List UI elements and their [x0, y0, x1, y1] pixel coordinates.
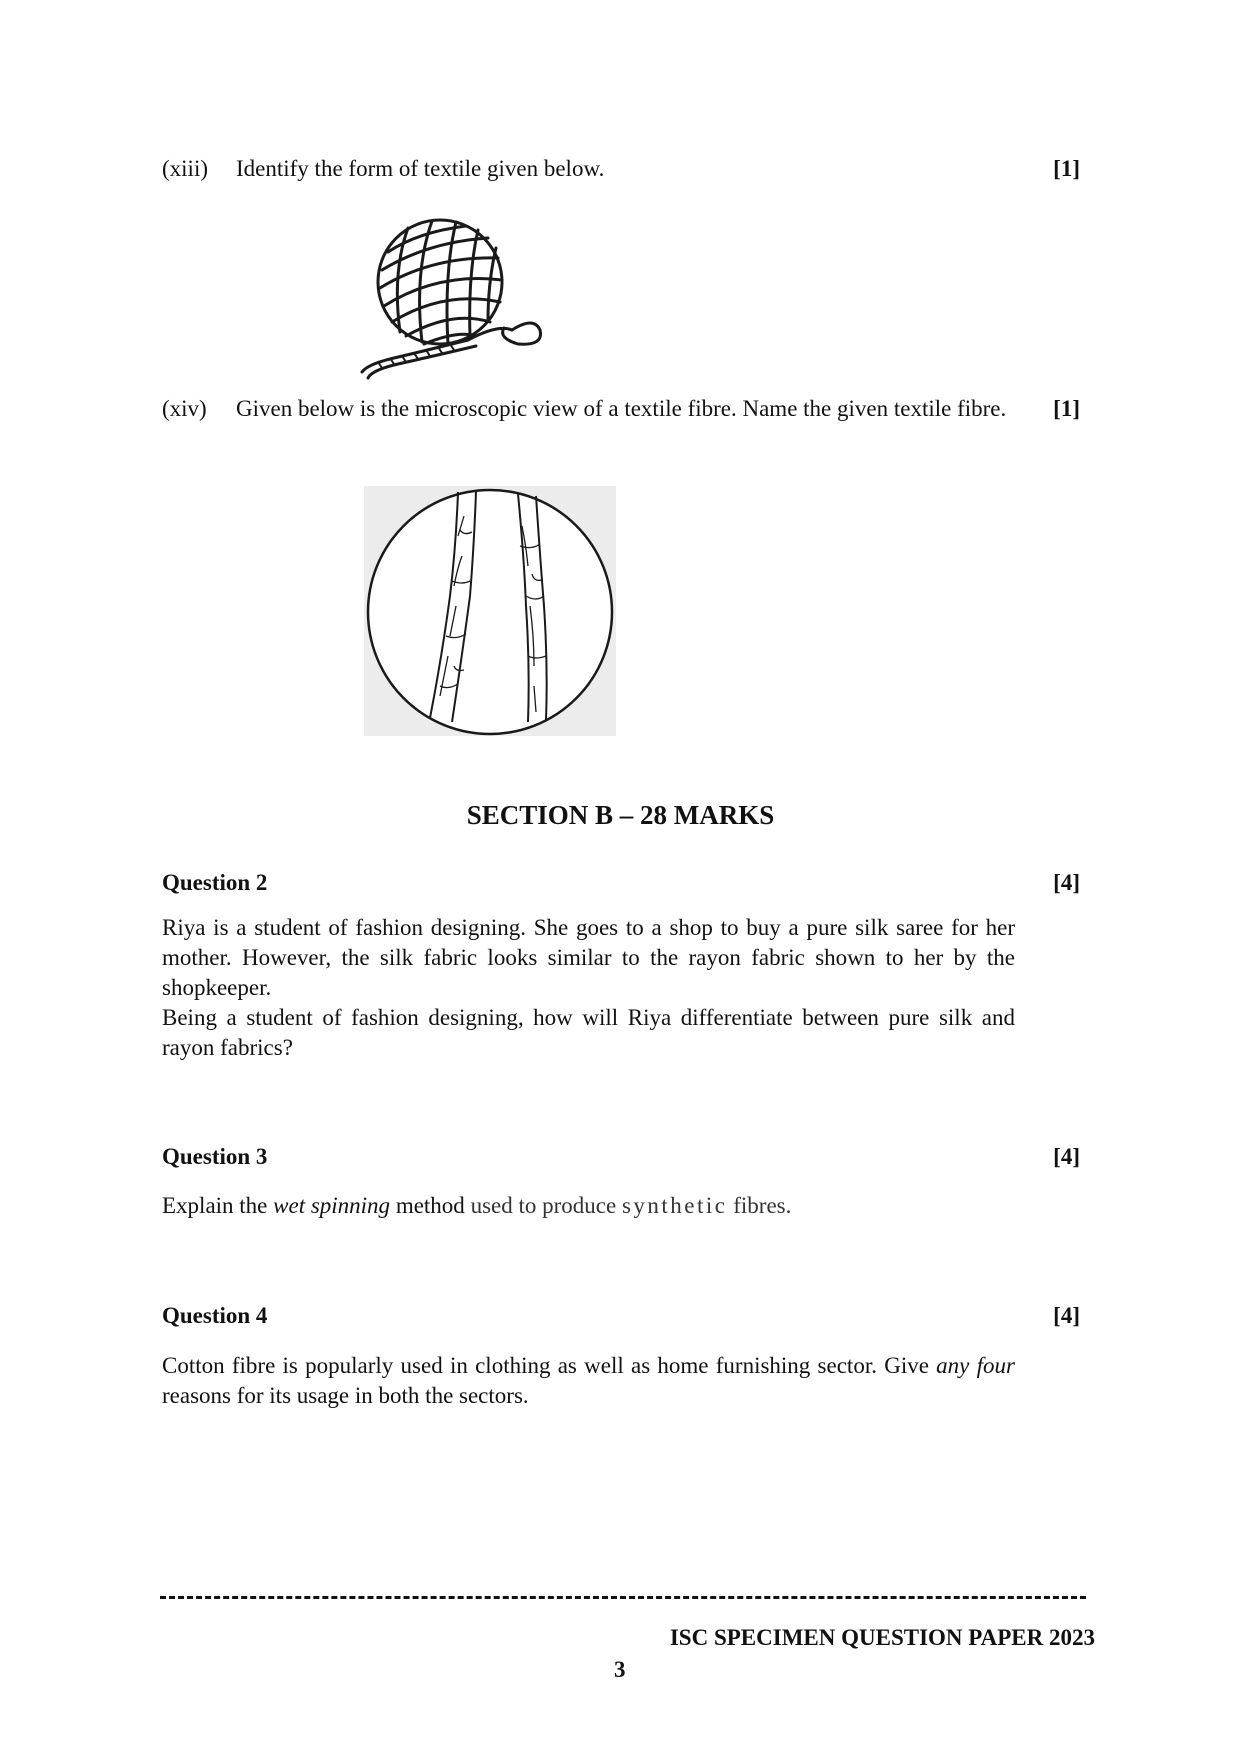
question-3-term-wet-spinning: wet spinning — [273, 1193, 391, 1218]
microscopic-fibre-view-icon — [364, 486, 616, 736]
question-3-text-part-1: Explain the — [162, 1193, 274, 1218]
question-3-text-part-3: used to produce — [464, 1193, 622, 1218]
section-b-title: SECTION B – 28 MARKS — [466, 800, 775, 830]
question-4-term-any-four: any four — [936, 1353, 1015, 1378]
item-xiii-number: (xiii) — [162, 156, 208, 181]
question-3-heading: Question 3 — [162, 1144, 268, 1169]
question-4-marks: [4] — [1053, 1303, 1080, 1328]
question-3-text-part-2: method — [390, 1193, 465, 1218]
yarn-ball-icon — [348, 212, 556, 380]
question-4-text-part-1: Cotton fibre is popularly used in clothing as well as home furnishing sector. Give — [162, 1353, 937, 1378]
question-2-marks: [4] — [1053, 870, 1080, 895]
item-xiv-marks: [1] — [1053, 396, 1080, 421]
page-number: 3 — [614, 1657, 626, 1682]
footer-title: ISC SPECIMEN QUESTION PAPER 2023 — [669, 1625, 1095, 1650]
question-4-text-part-2: reasons for its usage in both the sectors. — [162, 1383, 529, 1408]
question-2-paragraph-1: Riya is a student of fashion designing. She goes to a shop to buy a pure silk saree for her mother. However, the silk fabric looks similar to the rayon fabric shown to her by the shopkeeper. — [162, 915, 1015, 1000]
footer-divider — [160, 1596, 1086, 1599]
question-2-heading: Question 2 — [162, 870, 268, 895]
question-3-marks: [4] — [1053, 1144, 1080, 1169]
item-xiv-text: Given below is the microscopic view of a textile fibre. Name the given textile fibre. — [236, 396, 1007, 421]
item-xiii-text: Identify the form of textile given below. — [236, 156, 605, 181]
item-xiv-number: (xiv) — [162, 396, 207, 421]
item-xiii-marks: [1] — [1053, 156, 1080, 181]
question-4-heading: Question 4 — [162, 1303, 268, 1328]
question-3-text-part-4: fibres. — [727, 1193, 792, 1218]
question-3-term-synthetic: synthetic — [621, 1193, 728, 1218]
question-4-text — [162, 1351, 1015, 1411]
question-2-paragraph-2: Being a student of fashion designing, how will Riya differentiate between pure silk and rayon fabrics? — [162, 1005, 1015, 1060]
question-3-text — [162, 1191, 1015, 1221]
